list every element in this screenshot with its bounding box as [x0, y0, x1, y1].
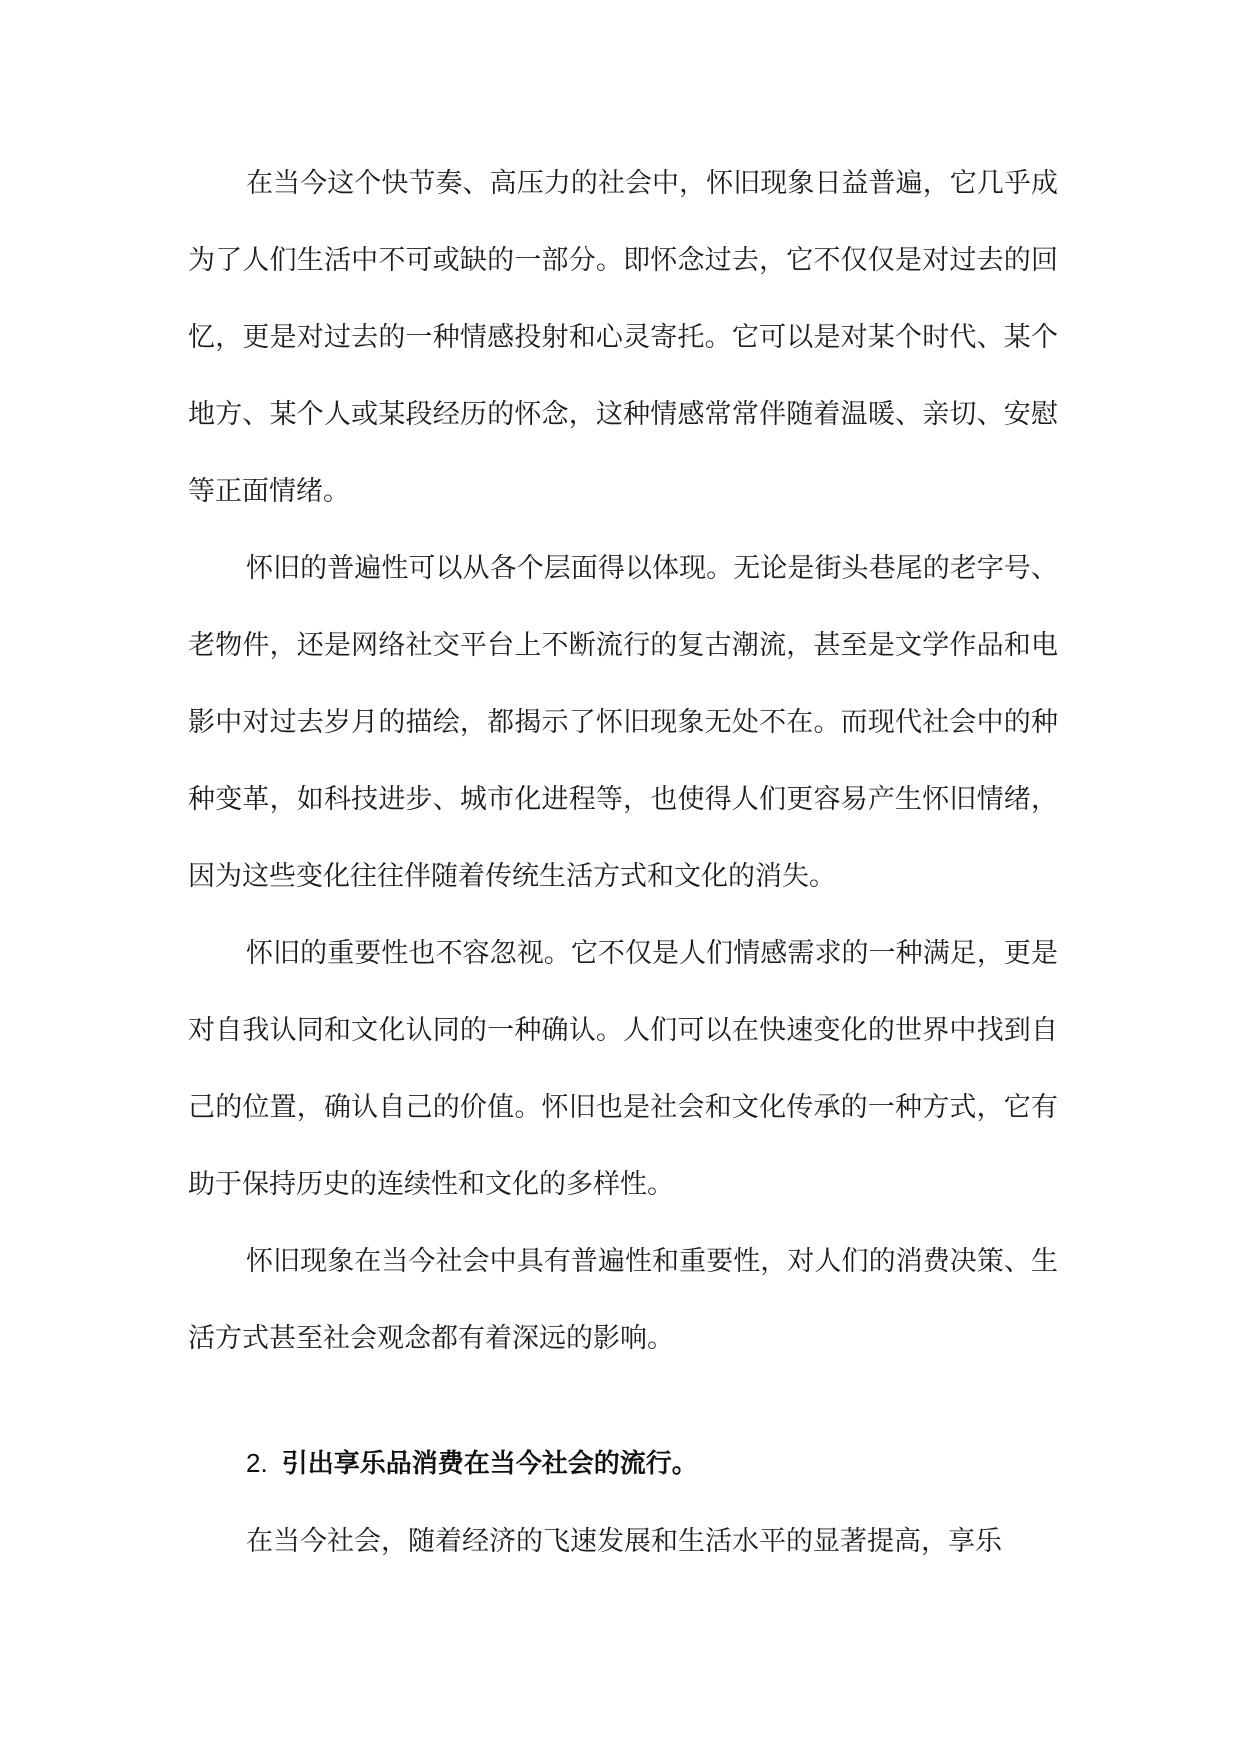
- section-title: 引出享乐品消费在当今社会的流行。: [281, 1449, 698, 1479]
- paragraph-nostalgia-summary: 怀旧现象在当今社会中具有普遍性和重要性，对人们的消费决策、生活方式甚至社会观念都有着深远的影响。: [188, 1246, 1058, 1354]
- paragraph-hedonic-consumption: 在当今社会，随着经济的飞速发展和生活水平的显著提高，享乐: [246, 1526, 1002, 1557]
- section-number: 2.: [246, 1448, 268, 1478]
- paragraph-nostalgia-importance: 怀旧的重要性也不容忽视。它不仅是人们情感需求的一种满足，更是对自我认同和文化认同的一种确认。人们可以在快速变化的世界中找到自己的位置，确认自己的价值。怀旧也是社会和文化传承的一种方式，它有助于保持历史的连续性和文化的多样性。: [188, 938, 1058, 1200]
- paragraph-nostalgia-intro: 在当今这个快节奏、高压力的社会中，怀旧现象日益普遍，它几乎成为了人们生活中不可或缺的一部分。即怀念过去，它不仅仅是对过去的回忆，更是对过去的一种情感投射和心灵寄托。它可以是对某个时代、某个地方、某个人或某段经历的怀念，这种情感常常伴随着温暖、亲切、安慰等正面情绪。: [188, 168, 1058, 507]
- paragraph-nostalgia-universality: 怀旧的普遍性可以从各个层面得以体现。无论是街头巷尾的老字号、老物件，还是网络社交平台上不断流行的复古潮流，甚至是文学作品和电影中对过去岁月的描绘，都揭示了怀旧现象无处不在。而现代社会中的种种变革，如科技进步、城市化进程等，也使得人们更容易产生怀旧情绪，因为这些变化往往伴随着传统生活方式和文化的消失。: [188, 553, 1058, 892]
- section-heading: [188, 1425, 1058, 1503]
- document-body: [188, 145, 1058, 1580]
